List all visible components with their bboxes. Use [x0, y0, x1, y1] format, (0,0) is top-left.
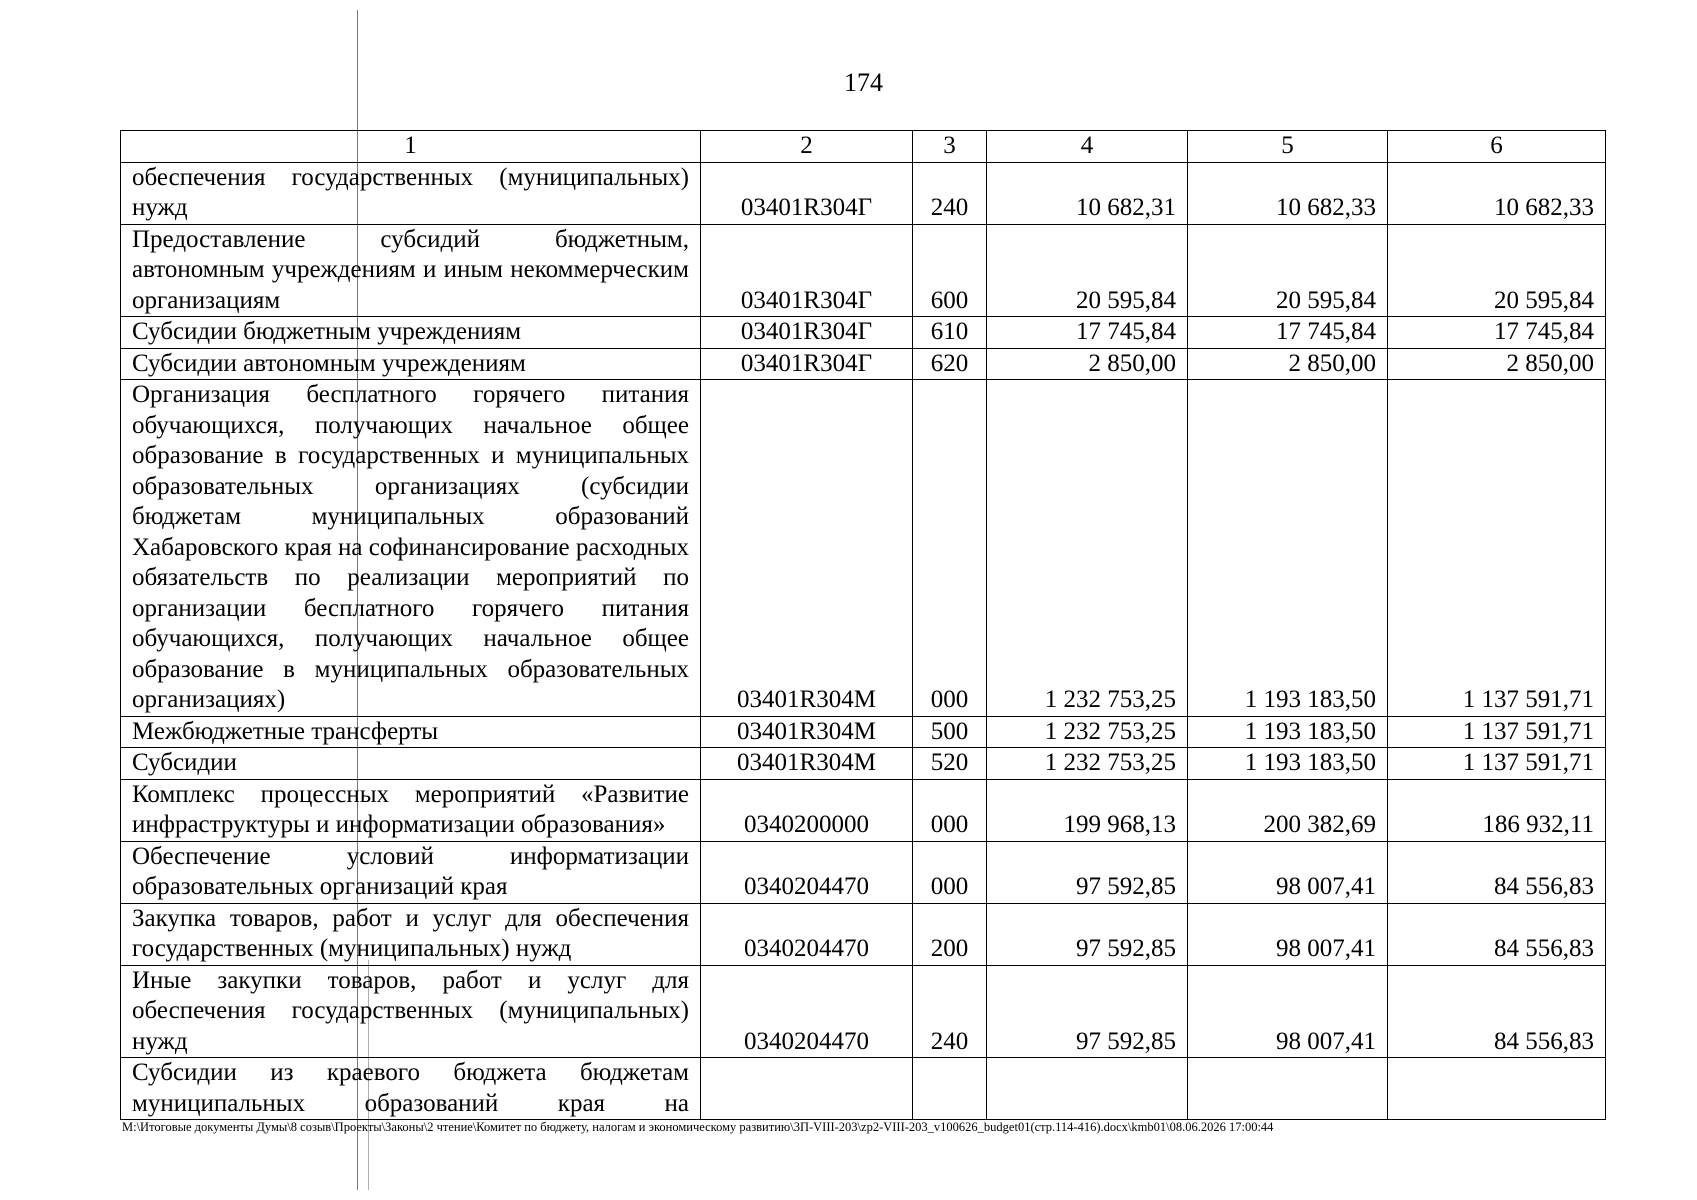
- amount-col-6: 84 556,83: [1388, 841, 1606, 903]
- amount-col-4: 97 592,85: [987, 841, 1188, 903]
- amount-col-4: 97 592,85: [987, 965, 1188, 1058]
- target-article-code: 0340204470: [701, 841, 913, 903]
- target-article-code: 03401R304M: [701, 716, 913, 748]
- table-row: [121, 841, 1606, 903]
- row-description: Субсидии из краевого бюджета бюджетам муниципальных образований края на: [121, 1058, 701, 1120]
- target-article-code: 03401R304Г: [701, 162, 913, 224]
- column-header: 3: [913, 131, 987, 163]
- amount-col-5: 20 595,84: [1188, 224, 1388, 317]
- table-header: [121, 131, 1606, 163]
- target-article-code: 03401R304Г: [701, 348, 913, 380]
- target-article-code: 03401R304Г: [701, 317, 913, 349]
- expense-type-code: 600: [913, 224, 987, 317]
- column-header: 4: [987, 131, 1188, 163]
- amount-col-6: [1388, 1058, 1606, 1120]
- amount-col-5: [1188, 1058, 1388, 1120]
- table-row: [121, 748, 1606, 780]
- amount-col-6: 84 556,83: [1388, 965, 1606, 1058]
- expense-type-code: 000: [913, 779, 987, 841]
- amount-col-4: 17 745,84: [987, 317, 1188, 349]
- table-row: [121, 380, 1606, 717]
- expense-type-code: 240: [913, 162, 987, 224]
- amount-col-4: 20 595,84: [987, 224, 1188, 317]
- amount-col-4: 1 232 753,25: [987, 380, 1188, 717]
- amount-col-6: 186 932,11: [1388, 779, 1606, 841]
- expense-type-code: 520: [913, 748, 987, 780]
- amount-col-6: 20 595,84: [1388, 224, 1606, 317]
- table-row: [121, 965, 1606, 1058]
- amount-col-4: 2 850,00: [987, 348, 1188, 380]
- amount-col-5: 1 193 183,50: [1188, 716, 1388, 748]
- row-description: обеспечения государственных (муниципальных) нужд: [121, 162, 701, 224]
- row-description: Организация бесплатного горячего питания обучающихся, получающих начальное общее образование в государственных и муниципальных образовательных организациях (субсидии бюджетам муниципальных образований Хабаровского края на софинансирование расходных обязательств по реализации мероприятий по организации бесплатного горячего питания обучающихся, получающих начальное общее образование в муниципальных образовательных организациях): [121, 380, 701, 717]
- row-description: Закупка товаров, работ и услуг для обеспечения государственных (муниципальных) нужд: [121, 903, 701, 965]
- header-row: [121, 131, 1606, 163]
- row-description: Иные закупки товаров, работ и услуг для обеспечения государственных (муниципальных) нужд: [121, 965, 701, 1058]
- amount-col-4: 97 592,85: [987, 903, 1188, 965]
- amount-col-5: 1 193 183,50: [1188, 380, 1388, 717]
- amount-col-5: 98 007,41: [1188, 965, 1388, 1058]
- amount-col-5: 200 382,69: [1188, 779, 1388, 841]
- row-description: Обеспечение условий информатизации образовательных организаций края: [121, 841, 701, 903]
- amount-col-6: 1 137 591,71: [1388, 380, 1606, 717]
- expense-type-code: 000: [913, 841, 987, 903]
- table-row: [121, 224, 1606, 317]
- target-article-code: 0340204470: [701, 903, 913, 965]
- expense-type-code: 500: [913, 716, 987, 748]
- amount-col-5: 17 745,84: [1188, 317, 1388, 349]
- target-article-code: 03401R304M: [701, 748, 913, 780]
- table-row: [121, 903, 1606, 965]
- row-description: Субсидии автономным учреждениям: [121, 348, 701, 380]
- amount-col-4: [987, 1058, 1188, 1120]
- amount-col-5: 98 007,41: [1188, 903, 1388, 965]
- budget-table: [120, 130, 1606, 1120]
- row-description: Субсидии бюджетным учреждениям: [121, 317, 701, 349]
- amount-col-5: 1 193 183,50: [1188, 748, 1388, 780]
- amount-col-6: 1 137 591,71: [1388, 716, 1606, 748]
- target-article-code: [701, 1058, 913, 1120]
- target-article-code: 0340204470: [701, 965, 913, 1058]
- row-description: Межбюджетные трансферты: [121, 716, 701, 748]
- expense-type-code: 620: [913, 348, 987, 380]
- amount-col-5: 10 682,33: [1188, 162, 1388, 224]
- column-header: 5: [1188, 131, 1388, 163]
- amount-col-5: 98 007,41: [1188, 841, 1388, 903]
- expense-type-code: 610: [913, 317, 987, 349]
- row-description: Комплекс процессных мероприятий «Развитие инфраструктуры и информатизации образования»: [121, 779, 701, 841]
- column-header: 6: [1388, 131, 1606, 163]
- amount-col-4: 10 682,31: [987, 162, 1188, 224]
- amount-col-6: 10 682,33: [1388, 162, 1606, 224]
- table-body: [121, 162, 1606, 1120]
- target-article-code: 03401R304M: [701, 380, 913, 717]
- expense-type-code: 200: [913, 903, 987, 965]
- row-description: Субсидии: [121, 748, 701, 780]
- table-row: [121, 716, 1606, 748]
- table-row: [121, 348, 1606, 380]
- row-description: Предоставление субсидий бюджетным, автономным учреждениям и иным некоммерческим организациям: [121, 224, 701, 317]
- expense-type-code: 240: [913, 965, 987, 1058]
- amount-col-6: 1 137 591,71: [1388, 748, 1606, 780]
- target-article-code: 03401R304Г: [701, 224, 913, 317]
- table-row: [121, 1058, 1606, 1120]
- amount-col-6: 17 745,84: [1388, 317, 1606, 349]
- expense-type-code: [913, 1058, 987, 1120]
- document-file-path: М:\Итоговые документы Думы\8 созыв\Проекты\Законы\2 чтение\Комитет по бюджету, налогам и экономическому развитию\3П-VIII-203\zp2-VIII-203_v100626_budget01(стр.114-416).docx\kmb01\08.06.2026 17:00:44: [122, 1120, 1274, 1134]
- amount-col-5: 2 850,00: [1188, 348, 1388, 380]
- amount-col-6: 84 556,83: [1388, 903, 1606, 965]
- column-header: 1: [121, 131, 701, 163]
- amount-col-6: 2 850,00: [1388, 348, 1606, 380]
- table-row: [121, 779, 1606, 841]
- amount-col-4: 1 232 753,25: [987, 716, 1188, 748]
- column-header: 2: [701, 131, 913, 163]
- table-row: [121, 317, 1606, 349]
- amount-col-4: 199 968,13: [987, 779, 1188, 841]
- table-row: [121, 162, 1606, 224]
- amount-col-4: 1 232 753,25: [987, 748, 1188, 780]
- target-article-code: 0340200000: [701, 779, 913, 841]
- expense-type-code: 000: [913, 380, 987, 717]
- page-number: 174: [844, 68, 883, 97]
